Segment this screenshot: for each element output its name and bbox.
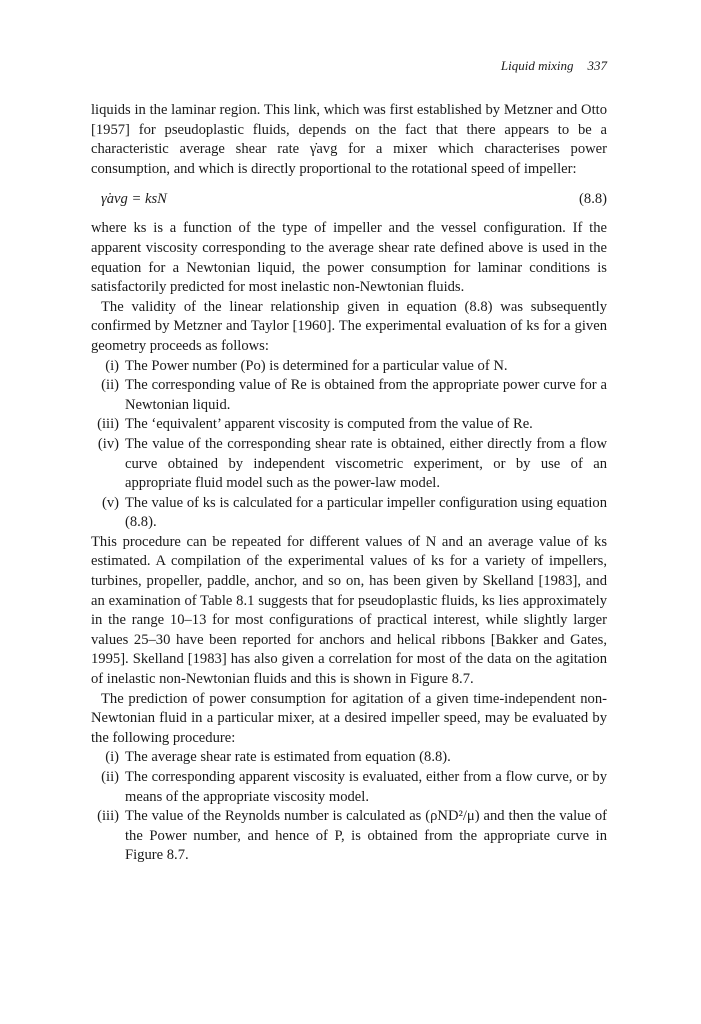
list-item — [91, 748, 607, 768]
paragraph-3: The validity of the linear relationship given in equation (8.8) was subsequently confirmed by Metzner and Taylor [1960]. The experimental evaluation of ks for a given geometry proceeds as follows: — [91, 298, 607, 354]
procedure-list-1 — [91, 357, 607, 533]
list-item-number: (iv) — [97, 435, 119, 452]
list-item — [91, 494, 607, 533]
list-item-text: The average shear rate is estimated from equation (8.8). — [125, 749, 451, 766]
equation-8-8 — [91, 189, 607, 209]
paragraph-5: The prediction of power consumption for agitation of a given time-independent non-Newtonian fluid in a particular mixer, at a desired impeller speed, may be evaluated by the following procedure: — [91, 690, 607, 746]
list-item — [91, 435, 607, 494]
page-number: 337 — [587, 58, 607, 73]
list-item-text: The corresponding apparent viscosity is evaluated, either from a flow curve, or by means of the appropriate viscosity model. — [125, 769, 607, 805]
list-item-number: (ii) — [101, 769, 119, 785]
page — [91, 58, 607, 866]
list-item-number: (ii) — [101, 377, 119, 394]
list-item-text: The corresponding value of Re is obtained from the appropriate power curve for a Newtonian liquid. — [125, 377, 607, 413]
header-title: Liquid mixing — [500, 58, 574, 73]
paragraph-2: where ks is a function of the type of impeller and the vessel configuration. If the apparent viscosity corresponding to the average shear rate defined above is used in the equation for a Newtonian liquid, the power consumption for laminar conditions is satisfactorily predicted for most inelastic non-Newtonian fluids. — [91, 220, 607, 296]
list-item-number: (iii) — [97, 808, 119, 825]
list-item-text: The Power number (Po) is determined for a particular value of N. — [125, 357, 508, 374]
list-item-number: (i) — [105, 357, 119, 374]
list-item-number: (i) — [105, 749, 119, 766]
list-item — [91, 415, 607, 435]
list-item-text: The value of the corresponding shear rate is obtained, either directly from a flow curve obtained by independent viscometric experiment, or by use of an appropriate fluid model such as the power-law model. — [125, 435, 607, 492]
list-item-text: The value of ks is calculated for a particular impeller configuration using equation (8.8). — [125, 494, 607, 531]
list-item — [91, 376, 607, 415]
procedure-list-2 — [91, 748, 607, 866]
list-item-text: The value of the Reynolds number is calculated as (ρND²/μ) and then the value of the Power number, and hence of P, is obtained from the appropriate curve in Figure 8.7. — [125, 808, 607, 864]
paragraph-4: This procedure can be repeated for different values of N and an average value of ks estimated. A compilation of the experimental values of ks for a variety of impellers, turbines, propeller, paddle, anchor, and so on, has been given by Skelland [1983], and an examination of Table 8.1 suggests that for pseudoplastic fluids, ks lies approximately in the range 10–13 for most configurations of practical interest, while slightly larger values 25–30 have been reported for anchors and helical ribbons [Bakker and Gates, 1995]. Skelland [1983] has also given a correlation for most of the data on the agitation of inelastic non-Newtonian fluids and this is shown in Figure 8.7. — [91, 533, 607, 688]
paragraph-1: liquids in the laminar region. This link, which was first established by Metzner and Otto [1957] for pseudoplastic fluids, depends on the fact that there appears to be a characteristic average shear rate γ̇avg for a mixer which characterises power consumption, and which is directly proportional to the rotational speed of impeller: — [91, 102, 607, 177]
list-item-number: (v) — [101, 494, 119, 511]
list-item — [91, 807, 607, 866]
equation-number: (8.8) — [579, 191, 607, 208]
list-item-text: The ‘equivalent’ apparent viscosity is computed from the value of Re. — [125, 416, 533, 433]
running-header — [91, 58, 607, 78]
list-item-number: (iii) — [97, 416, 119, 433]
list-item — [91, 768, 607, 807]
equation-expression: γ̇avg = ksN — [101, 191, 167, 208]
list-item — [91, 357, 607, 377]
